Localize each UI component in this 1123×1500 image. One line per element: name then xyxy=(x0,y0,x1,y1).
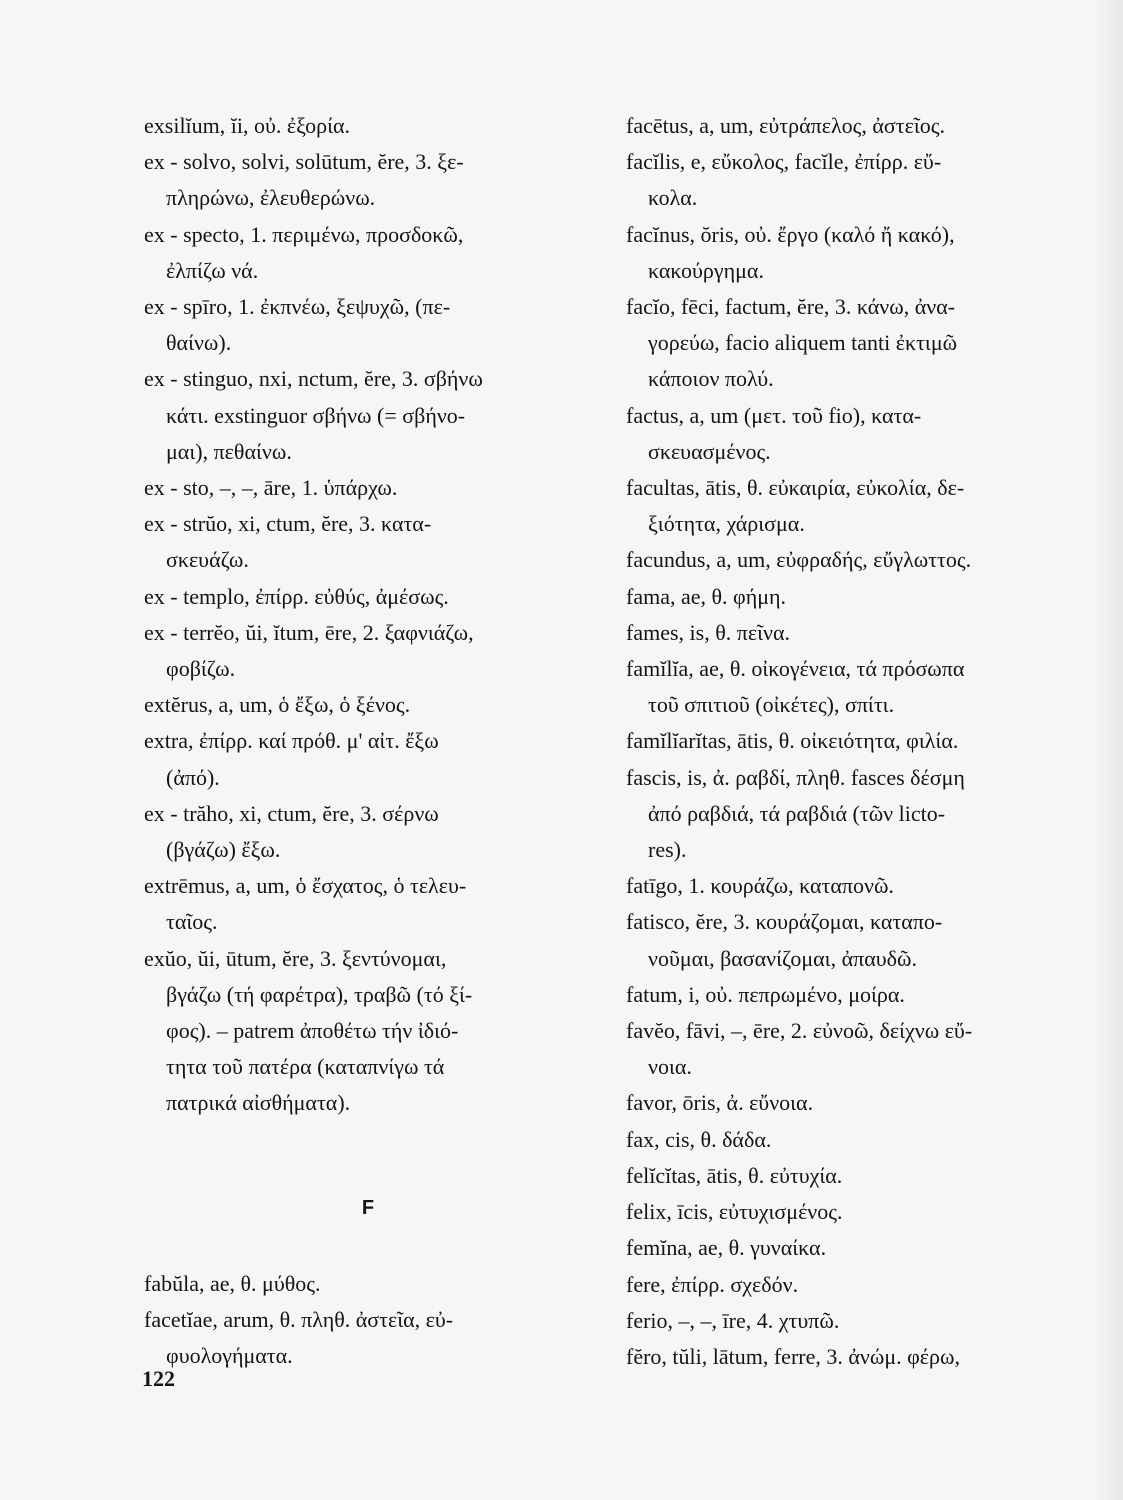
entry-line: facundus, a, um, εὐφραδής, εὔγλωττος. xyxy=(626,547,972,573)
dictionary-entry xyxy=(626,977,1101,1013)
entry-line: ex - strŭo, xi, ctum, ĕre, 3. κατα- xyxy=(144,511,432,537)
entry-line: ex - specto, 1. περιμένω, προσδοκῶ, xyxy=(144,221,464,247)
entry-line: κάποιον πολύ. xyxy=(648,366,774,392)
entry-line: (βγάζω) ἔξω. xyxy=(166,837,281,863)
entry-line: ex - sto, –, –, āre, 1. ὑπάρχω. xyxy=(144,475,398,501)
entry-line: κάτι. exstinguor σβήνω (= σβήνο- xyxy=(166,402,466,428)
dictionary-entry xyxy=(144,470,592,506)
dictionary-entry xyxy=(626,108,1101,144)
dictionary-entry xyxy=(626,904,1101,976)
entry-line: νοια. xyxy=(648,1054,692,1080)
dictionary-entry xyxy=(144,868,592,940)
entry-line: extĕrus, a, um, ὁ ἔξω, ὁ ξένος. xyxy=(144,692,411,718)
dictionary-entry xyxy=(144,289,592,361)
section-letter-heading: F xyxy=(361,1196,375,1219)
entry-line: θαίνω). xyxy=(166,330,232,356)
entry-line: exŭo, ŭi, ūtum, ĕre, 3. ξεντύνομαι, xyxy=(144,945,447,971)
dictionary-entry xyxy=(626,470,1101,542)
entry-line: ex - stinguo, nxi, nctum, ĕre, 3. σβήνω xyxy=(144,366,483,392)
dictionary-entry xyxy=(144,1302,592,1374)
entry-line: factus, a, um (μετ. τοῦ fio), κατα- xyxy=(626,402,922,428)
dictionary-entry xyxy=(626,1194,1101,1230)
entry-line: fascis, is, ἀ. ραβδί, πληθ. fasces δέσμη xyxy=(626,764,965,790)
dictionary-entry xyxy=(144,579,592,615)
entry-line: fames, is, θ. πεῖνα. xyxy=(626,619,790,645)
entry-line: fatisco, ĕre, 3. κουράζομαι, καταπο- xyxy=(626,909,943,935)
entry-line: ἀπό ραβδιά, τά ραβδιά (τῶν lictο- xyxy=(648,800,946,826)
entry-line: fax, cis, θ. δάδα. xyxy=(626,1126,772,1152)
entry-line: πληρώνω, ἐλευθερώνω. xyxy=(166,185,376,211)
dictionary-entry xyxy=(626,1013,1101,1085)
entry-line: extrēmus, a, um, ὁ ἔσχατος, ὁ τελευ- xyxy=(144,873,467,899)
dictionary-entry xyxy=(626,1303,1101,1339)
entry-line: κολα. xyxy=(648,185,698,211)
entry-line: τητα τοῦ πατέρα (καταπνίγω τά xyxy=(166,1054,445,1080)
dictionary-entry xyxy=(144,108,592,144)
entry-line: τοῦ σπιτιοῦ (οἰκέτες), σπίτι. xyxy=(648,692,895,718)
dictionary-entry xyxy=(144,361,592,470)
dictionary-entry xyxy=(626,542,1101,578)
dictionary-entry xyxy=(626,760,1101,869)
entry-line: favĕo, fāvi, –, ēre, 2. εὐνοῶ, δείχνω εὔ- xyxy=(626,1018,973,1044)
entry-line: femĭna, ae, θ. γυναίκα. xyxy=(626,1235,827,1261)
entry-line: ἐλπίζω νά. xyxy=(166,257,259,283)
dictionary-entry xyxy=(626,868,1101,904)
entry-line: facetĭae, arum, θ. πληθ. ἀστεῖα, εὐ- xyxy=(144,1306,454,1332)
dictionary-entry xyxy=(626,615,1101,651)
entry-line: φος). – patrem ἀποθέτω τήν ἰδιό- xyxy=(166,1018,459,1044)
entry-line: ξιότητα, χάρισμα. xyxy=(648,511,805,537)
entry-line: fatīgo, 1. κουράζω, καταπονῶ. xyxy=(626,873,894,899)
entry-line: φοβίζω. xyxy=(166,656,236,682)
entry-line: fatum, i, οὐ. πεπρωμένο, μοίρα. xyxy=(626,981,905,1007)
left-column xyxy=(144,108,592,1374)
dictionary-entry xyxy=(626,289,1101,398)
dictionary-entry xyxy=(626,1158,1101,1194)
dictionary-entry xyxy=(144,941,592,1122)
entry-line: fama, ae, θ. φήμη. xyxy=(626,583,787,609)
entry-line: favor, ōris, ἀ. εὔνοια. xyxy=(626,1090,814,1116)
entry-line: res). xyxy=(648,837,687,863)
entry-line: felĭcĭtas, ātis, θ. εὐτυχία. xyxy=(626,1162,843,1188)
dictionary-entry xyxy=(144,217,592,289)
left-entries-after-section xyxy=(144,1266,592,1375)
entry-line: ex - trăho, xi, ctum, ĕre, 3. σέρνω xyxy=(144,800,439,826)
entry-line: exsilĭum, ĭi, οὐ. ἐξορία. xyxy=(144,113,351,138)
entry-line: fabŭla, ae, θ. μύθος. xyxy=(144,1270,321,1296)
dictionary-entry xyxy=(626,144,1101,216)
dictionary-entry xyxy=(626,1085,1101,1121)
entry-line: φυολογήματα. xyxy=(166,1343,293,1369)
entry-line: (ἀπό). xyxy=(166,764,220,790)
right-entries xyxy=(626,108,1101,1375)
entry-line: ferio, –, –, īre, 4. χτυπῶ. xyxy=(626,1307,840,1333)
entry-line: extra, ἐπίρρ. καί πρόθ. μ' αἰτ. ἔξω xyxy=(144,728,439,754)
entry-line: famĭlĭa, ae, θ. οἰκογένεια, τά πρόσωπα xyxy=(626,656,965,682)
dictionary-entry xyxy=(626,579,1101,615)
dictionary-entry xyxy=(626,651,1101,723)
entry-line: facĭnus, ŏris, οὐ. ἔργο (καλό ἤ κακό), xyxy=(626,221,955,247)
right-column xyxy=(626,108,1101,1375)
entry-line: famĭlĭarĭtas, ātis, θ. οἰκειότητα, φιλία. xyxy=(626,728,959,754)
entry-line: fere, ἐπίρρ. σχεδόν. xyxy=(626,1271,799,1297)
entry-line: κακούργημα. xyxy=(648,257,764,283)
entry-line: σκευασμένος. xyxy=(648,438,771,464)
entry-line: γορεύω, facio aliquem tanti ἐκτιμῶ xyxy=(648,330,958,356)
entry-line: μαι), πεθαίνω. xyxy=(166,438,292,464)
page-number: 122 xyxy=(142,1366,175,1391)
entry-line: facĭo, fēci, factum, ĕre, 3. κάνω, ἀνα- xyxy=(626,294,956,320)
entry-line: ex - templo, ἐπίρρ. εὐθύς, ἀμέσως. xyxy=(144,583,449,609)
dictionary-entry xyxy=(144,687,592,723)
dictionary-entry xyxy=(626,1230,1101,1266)
entry-line: facĭlis, e, εὔκολος, facĭle, ἐπίρρ. εὔ- xyxy=(626,149,942,175)
entry-line: ex - terrĕo, ŭi, ĭtum, ēre, 2. ξαφνιάζω, xyxy=(144,619,474,645)
entry-line: fĕro, tŭli, lātum, ferre, 3. ἀνώμ. φέρω, xyxy=(626,1343,961,1369)
dictionary-entry xyxy=(626,1267,1101,1303)
dictionary-entry xyxy=(144,144,592,216)
entry-line: ταῖος. xyxy=(166,909,218,935)
dictionary-entry xyxy=(144,796,592,868)
entry-line: σκευάζω. xyxy=(166,547,249,573)
dictionary-entry xyxy=(144,723,592,795)
dictionary-entry xyxy=(626,723,1101,759)
dictionary-entry xyxy=(144,1266,592,1302)
entry-line: ex - spīro, 1. ἐκπνέω, ξεψυχῶ, (πε- xyxy=(144,294,451,320)
entry-line: βγάζω (τή φαρέτρα), τραβῶ (τό ξί- xyxy=(166,981,473,1007)
entry-line: felix, īcis, εὐτυχισμένος. xyxy=(626,1199,843,1225)
dictionary-entry xyxy=(626,1339,1101,1375)
dictionary-entry xyxy=(144,506,592,578)
dictionary-entry xyxy=(144,615,592,687)
entry-line: ex - solvo, solvi, solūtum, ĕre, 3. ξε- xyxy=(144,149,464,175)
dictionary-entry xyxy=(626,1122,1101,1158)
dictionary-entry xyxy=(626,398,1101,470)
left-entries-before-section xyxy=(144,108,592,1122)
entry-line: facētus, a, um, εὐτράπελος, ἀστεῖος. xyxy=(626,113,945,138)
entry-line: πατρικά αἰσθήματα). xyxy=(166,1090,351,1116)
dictionary-entry xyxy=(626,217,1101,289)
entry-line: νοῦμαι, βασανίζομαι, ἀπαυδῶ. xyxy=(648,945,917,971)
entry-line: facultas, ātis, θ. εὐκαιρία, εὐκολία, δε- xyxy=(626,475,965,501)
